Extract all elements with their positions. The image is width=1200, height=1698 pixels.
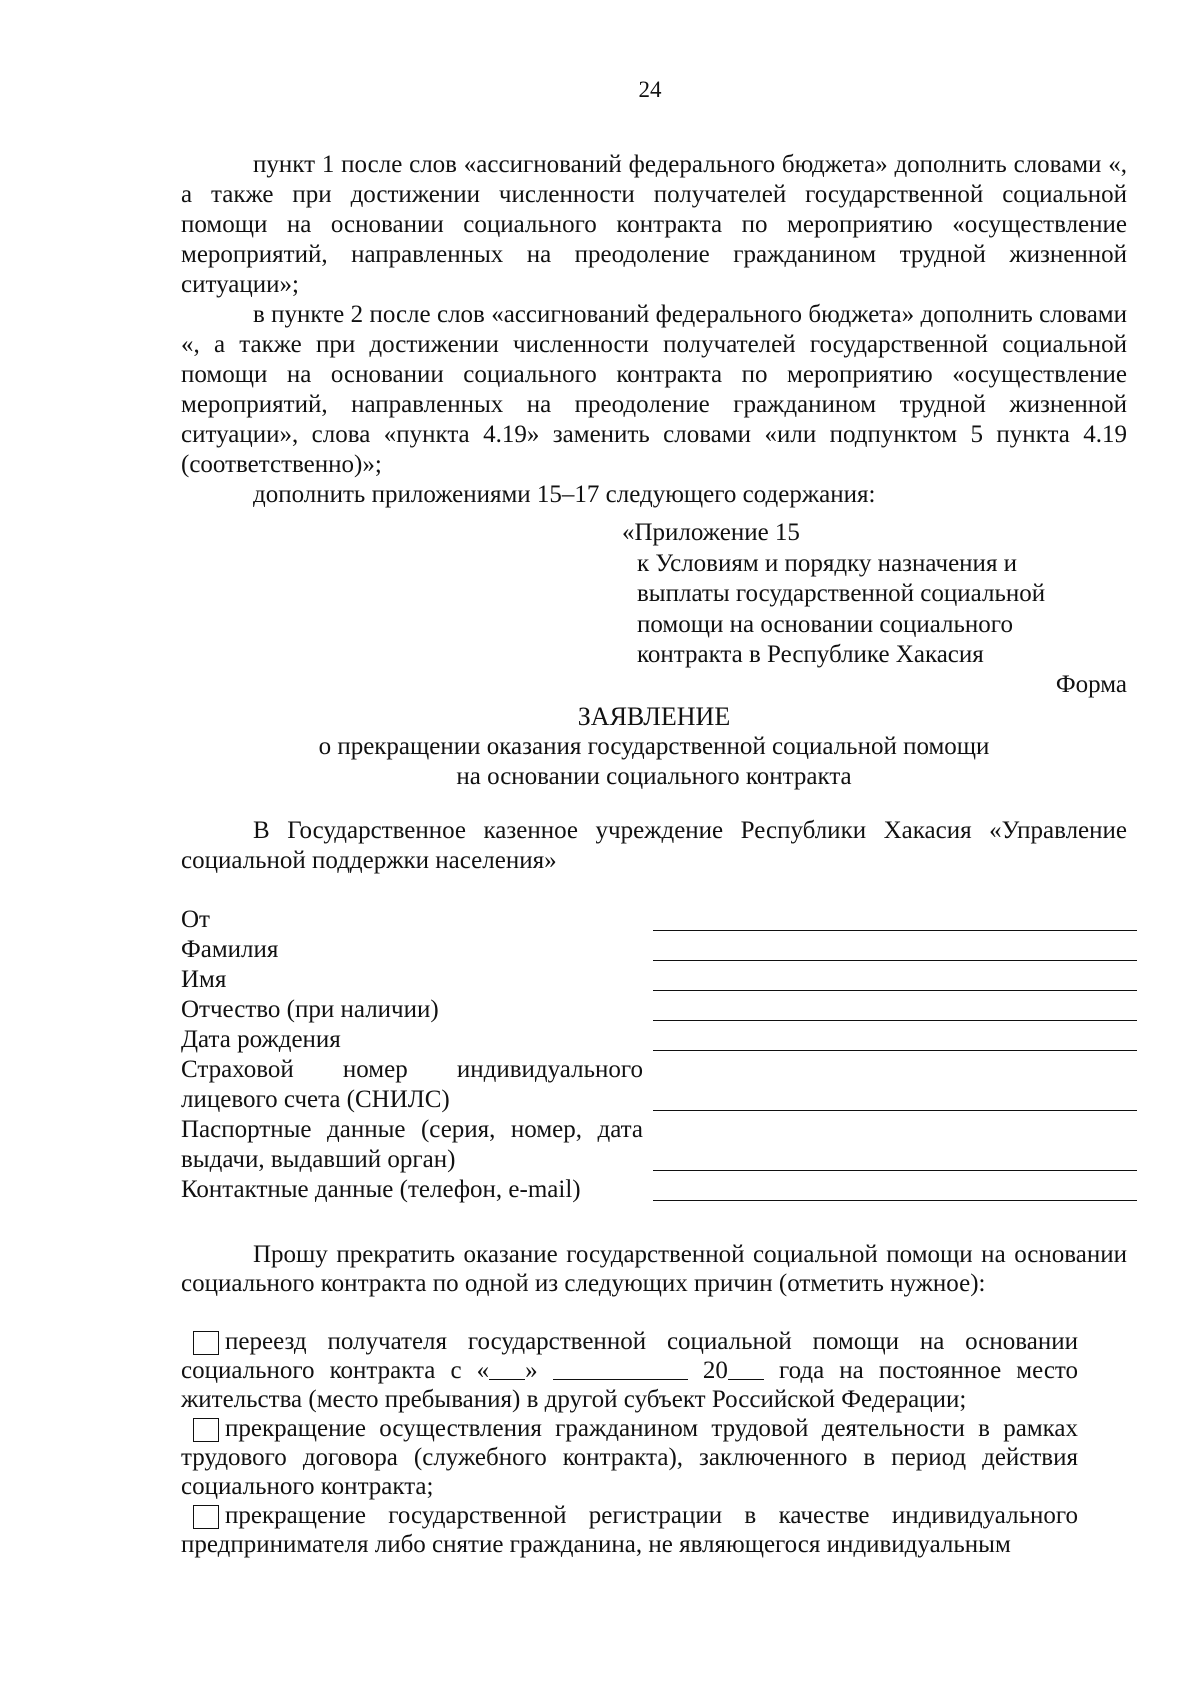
form-row-snils — [181, 1055, 1141, 1115]
appendix-line: контракта в Республике Хакасия — [637, 641, 984, 668]
field-label-birthdate: Дата рождения — [181, 1026, 341, 1053]
day-field[interactable] — [489, 1357, 525, 1380]
form-row-name — [181, 965, 1141, 995]
surname-field[interactable] — [653, 960, 1137, 961]
applicant-form — [181, 905, 1141, 1205]
appendix-title: «Приложение 15 — [622, 519, 800, 546]
field-label-patronymic: Отчество (при наличии) — [181, 996, 439, 1023]
paragraph-3: дополнить приложениями 15–17 следующего содержания: — [253, 481, 876, 508]
form-row-contacts — [181, 1175, 1141, 1205]
form-row-passport — [181, 1115, 1141, 1175]
field-label-surname: Фамилия — [181, 936, 279, 963]
addressee-text: В Государственное казенное учреждение Республики Хакасия «Управление социальной поддержки населения» — [181, 817, 1127, 874]
field-label-snils: Страховой номер индивидуального лицевого счета (СНИЛС) — [181, 1056, 643, 1113]
form-row-patronymic — [181, 995, 1141, 1025]
reason-employment-end: прекращение осуществления гражданином трудовой деятельности в рамках трудового договора (служебного контракта), заключенного в период действия социального контракта; — [181, 1415, 1078, 1500]
document-title: ЗАЯВЛЕНИЕ — [577, 702, 731, 731]
paragraph-1: пункт 1 после слов «ассигнований федерального бюджета» дополнить словами «, а также при достижении численности получателей государственной социальной помощи на основании социального контракта по мероприятию «осуществление мероприятий, направленных на преодоление гражданином трудной жизненной ситуации»; — [181, 151, 1127, 298]
amendments-text — [181, 150, 1127, 510]
form-row-from — [181, 905, 1141, 935]
field-label-from: От — [181, 906, 210, 933]
form-row-birthdate — [181, 1025, 1141, 1055]
passport-field[interactable] — [653, 1170, 1137, 1171]
year-field[interactable] — [728, 1357, 764, 1380]
addressee — [181, 816, 1127, 876]
snils-field[interactable] — [653, 1110, 1137, 1111]
birthdate-field[interactable] — [653, 1050, 1137, 1051]
document-subtitle: на основании социального контракта — [456, 763, 852, 790]
document-subtitle: о прекращении оказания государственной социальной помощи — [318, 733, 990, 760]
field-label-name: Имя — [181, 966, 227, 993]
appendix-line: выплаты государственной социальной — [637, 580, 1046, 607]
reason-entrepreneur-end-checkbox[interactable] — [193, 1505, 219, 1529]
contacts-field[interactable] — [653, 1200, 1137, 1201]
reason-relocation: переезд получателя государственной социальной помощи на основании социального контракта с « » 20 года на постоянное место жительства (место пребывания) в другой субъект Российской Федерации; — [181, 1328, 1079, 1413]
field-label-passport: Паспортные данные (серия, номер, дата выдачи, выдавший орган) — [181, 1116, 643, 1173]
patronymic-field[interactable] — [653, 1020, 1137, 1021]
name-field[interactable] — [653, 990, 1137, 991]
form-row-surname — [181, 935, 1141, 965]
reasons-list — [181, 1327, 1078, 1559]
reason-entrepreneur-end: прекращение государственной регистрации в качестве индивидуального предпринимателя либо снятие гражданина, не являющегося индивидуальным — [181, 1502, 1078, 1558]
page-number: 24 — [638, 77, 662, 102]
form-label: Форма — [1055, 671, 1127, 698]
month-field[interactable] — [553, 1357, 688, 1380]
appendix-line: к Условиям и порядку назначения и — [637, 549, 1018, 577]
reason-employment-end-checkbox[interactable] — [193, 1418, 219, 1442]
request-block — [181, 1240, 1127, 1298]
request-text: Прошу прекратить оказание государственной социальной помощи на основании социального контракта по одной из следующих причин (отметить нужное): — [181, 1241, 1127, 1297]
appendix-line: помощи на основании социального — [637, 610, 1013, 638]
from-field[interactable] — [653, 930, 1137, 931]
paragraph-2: в пункте 2 после слов «ассигнований федерального бюджета» дополнить словами «, а также при достижении численности получателей государственной социальной помощи на основании социального контракта по мероприятию «осуществление мероприятий, направленных на преодоление гражданином трудной жизненной ситуации», слова «пункта 4.19» заменить словами «или подпунктом 5 пункта 4.19 (соответственно)»; — [181, 301, 1127, 478]
field-label-contacts: Контактные данные (телефон, e-mail) — [181, 1176, 581, 1203]
reason-relocation-checkbox[interactable] — [193, 1331, 219, 1355]
appendix-heading — [622, 518, 1045, 671]
